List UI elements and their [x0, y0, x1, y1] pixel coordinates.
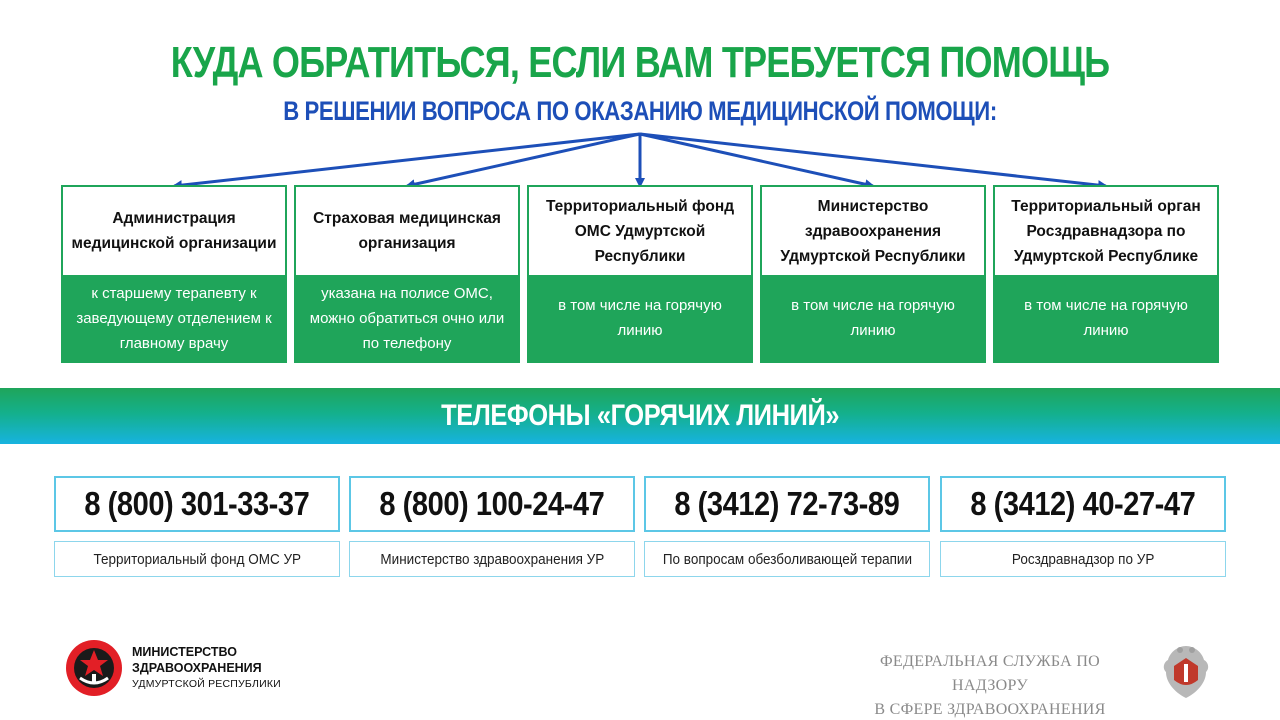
- hotline-label: Территориальный фонд ОМС УР: [54, 541, 340, 577]
- connector-arrows: [0, 0, 1280, 200]
- hotline-phone-roszdravnadzor[interactable]: [940, 476, 1226, 532]
- hotline-label: Росздравнадзор по УР: [940, 541, 1226, 577]
- phone-number: 8 (3412) 40-27-47: [970, 485, 1196, 522]
- org-card-description: в том числе на горячую линию: [529, 275, 751, 361]
- org-card-description: в том числе на горячую линию: [995, 275, 1217, 361]
- org-card-insurance: [294, 185, 520, 363]
- hotlines-heading: ТЕЛЕФОНЫ «ГОРЯЧИХ ЛИНИЙ»: [440, 399, 839, 432]
- phone-number: 8 (800) 100-24-47: [379, 485, 605, 522]
- phone-number: 8 (3412) 72-73-89: [674, 485, 900, 522]
- hotline-label: По вопросам обезболивающей терапии: [644, 541, 930, 577]
- org-card-roszdravnadzor: [993, 185, 1219, 363]
- roszdravnadzor-emblem-icon: [1160, 640, 1212, 704]
- ministry-logo-icon: [64, 638, 124, 698]
- org-card-title: Страховая медицинская организация: [313, 210, 501, 252]
- org-card-medical-administration: [61, 185, 287, 363]
- org-card-title: Министерство здравоохранения Удмуртской Республики: [780, 197, 966, 265]
- hotlines-banner: [0, 388, 1280, 444]
- hotline-phone-oms-fund[interactable]: [54, 476, 340, 532]
- org-card-oms-fund: [527, 185, 753, 363]
- hotline-phone-pain-therapy[interactable]: [644, 476, 930, 532]
- ministry-name: МИНИСТЕРСТВО ЗДРАВООХРАНЕНИЯ УДМУРТСКОЙ РЕСПУБЛИКИ: [132, 645, 281, 690]
- hotline-label: Министерство здравоохранения УР: [349, 541, 635, 577]
- page-title: КУДА ОБРАТИТЬСЯ, ЕСЛИ ВАМ ТРЕБУЕТСЯ ПОМОЩЬ: [170, 38, 1110, 87]
- org-card-title: Территориальный фонд ОМС Удмуртской Республики: [545, 197, 735, 265]
- org-card-description: к старшему терапевту к заведующему отделением к главному врачу: [63, 275, 285, 361]
- org-card-title: Территориальный орган Росздравнадзора по Удмуртской Республике: [1011, 197, 1201, 265]
- org-card-description: в том числе на горячую линию: [762, 275, 984, 361]
- phone-number: 8 (800) 301-33-37: [84, 485, 310, 522]
- org-card-ministry: [760, 185, 986, 363]
- org-card-title: Администрация медицинской организации: [71, 210, 277, 252]
- hotline-phone-ministry[interactable]: [349, 476, 635, 532]
- org-card-description: указана на полисе ОМС, можно обратиться очно или по телефону: [296, 275, 518, 361]
- page-subtitle: В РЕШЕНИИ ВОПРОСА ПО ОКАЗАНИЮ МЕДИЦИНСКОЙ ПОМОЩИ:: [283, 96, 997, 126]
- federal-service-name: ФЕДЕРАЛЬНАЯ СЛУЖБА ПО НАДЗОРУ В СФЕРЕ ЗДРАВООХРАНЕНИЯ: [874, 653, 1106, 718]
